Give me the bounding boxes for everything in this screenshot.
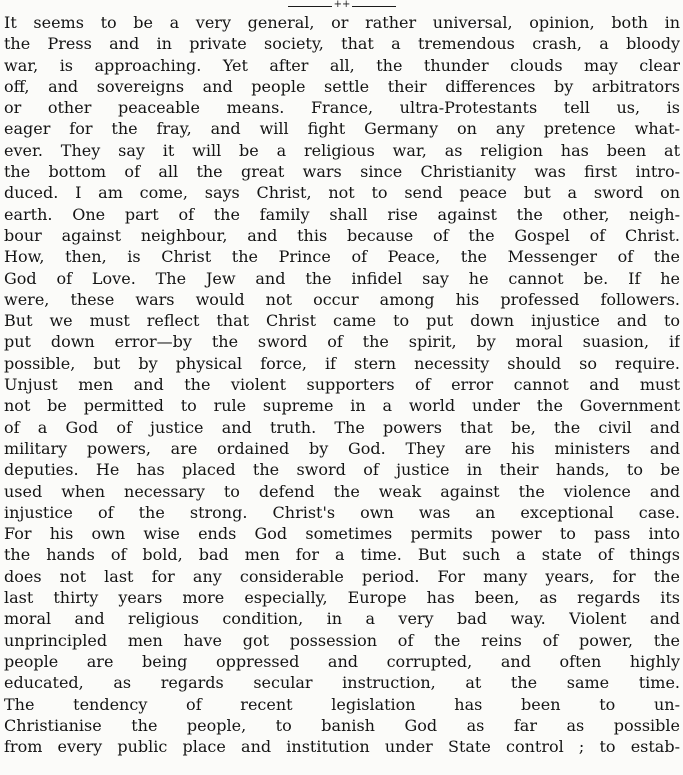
article-line: earth. One part of the family shall rise against the other, neigh- bbox=[4, 204, 680, 224]
article-line: military powers, are ordained by God. They are his ministers and bbox=[4, 438, 680, 458]
article-line: off, and sovereigns and people settle their differences by arbitrators bbox=[4, 76, 680, 96]
article-line: Unjust men and the violent supporters of error cannot and must bbox=[4, 375, 680, 395]
article-line: the Press and in private society, that a tremendous crash, a bloody bbox=[4, 34, 680, 54]
article-line: It seems to be a very general, or rather universal, opinion, both in bbox=[4, 13, 680, 32]
article-line: does not last for any considerable period. For many years, for the bbox=[4, 566, 680, 586]
article-line: unprincipled men have got possession of the reins of power, the bbox=[4, 630, 680, 650]
article-line: possible, but by physical force, if stern necessity should so require. bbox=[4, 353, 680, 373]
article-line: God of Love. The Jew and the infidel say he cannot be. If he bbox=[4, 268, 680, 288]
article-line: from every public place and institution under State control ; to estab- bbox=[4, 737, 680, 757]
article-line: put down error—by the sword of the spirit, by moral suasion, if bbox=[4, 332, 680, 352]
article-line: eager for the fray, and will fight Germany on any pretence what- bbox=[4, 119, 680, 139]
article-line: moral and religious condition, in a very bad way. Violent and bbox=[4, 609, 680, 629]
article-line: not be permitted to rule supreme in a world under the Government bbox=[4, 396, 680, 416]
article-line: How, then, is Christ the Prince of Peace, the Messenger of the bbox=[4, 247, 680, 267]
article-line: Christianise the people, to banish God as far as possible bbox=[4, 715, 680, 735]
divider-ornament: ++ bbox=[333, 0, 351, 10]
article-line: the bottom of all the great wars since Christianity was first intro- bbox=[4, 162, 680, 182]
article-line: or other peaceable means. France, ultra-Protestants tell us, is bbox=[4, 98, 680, 118]
article-line: For his own wise ends God sometimes permits power to pass into bbox=[4, 524, 680, 544]
article-line: last thirty years more especially, Europe has been, as regards its bbox=[4, 588, 680, 608]
article-line: But we must reflect that Christ came to put down injustice and to bbox=[4, 311, 680, 331]
article-line: used when necessary to defend the weak against the violence and bbox=[4, 481, 680, 501]
article-line: were, these wars would not occur among his professed followers. bbox=[4, 289, 680, 309]
section-divider bbox=[0, 2, 683, 12]
article-line: of a God of justice and truth. The powers that be, the civil and bbox=[4, 417, 680, 437]
article-line: war, is approaching. Yet after all, the thunder clouds may clear bbox=[4, 55, 680, 75]
article-line: duced. I am come, says Christ, not to send peace but a sword on bbox=[4, 183, 680, 203]
article-line: educated, as regards secular instruction, at the same time. bbox=[4, 673, 680, 693]
article-line: people are being oppressed and corrupted, and often highly bbox=[4, 651, 680, 671]
article-line: bour against neighbour, and this because of the Gospel of Christ. bbox=[4, 225, 680, 245]
article-line: The tendency of recent legislation has been to un- bbox=[4, 694, 680, 714]
article-line: the hands of bold, bad men for a time. But such a state of things bbox=[4, 545, 680, 565]
article-body bbox=[4, 12, 680, 757]
article-line: deputies. He has placed the sword of justice in their hands, to be bbox=[4, 460, 680, 480]
article-line: ever. They say it will be a religious war, as religion has been at bbox=[4, 140, 680, 160]
article-line: injustice of the strong. Christ's own was an exceptional case. bbox=[4, 502, 680, 522]
